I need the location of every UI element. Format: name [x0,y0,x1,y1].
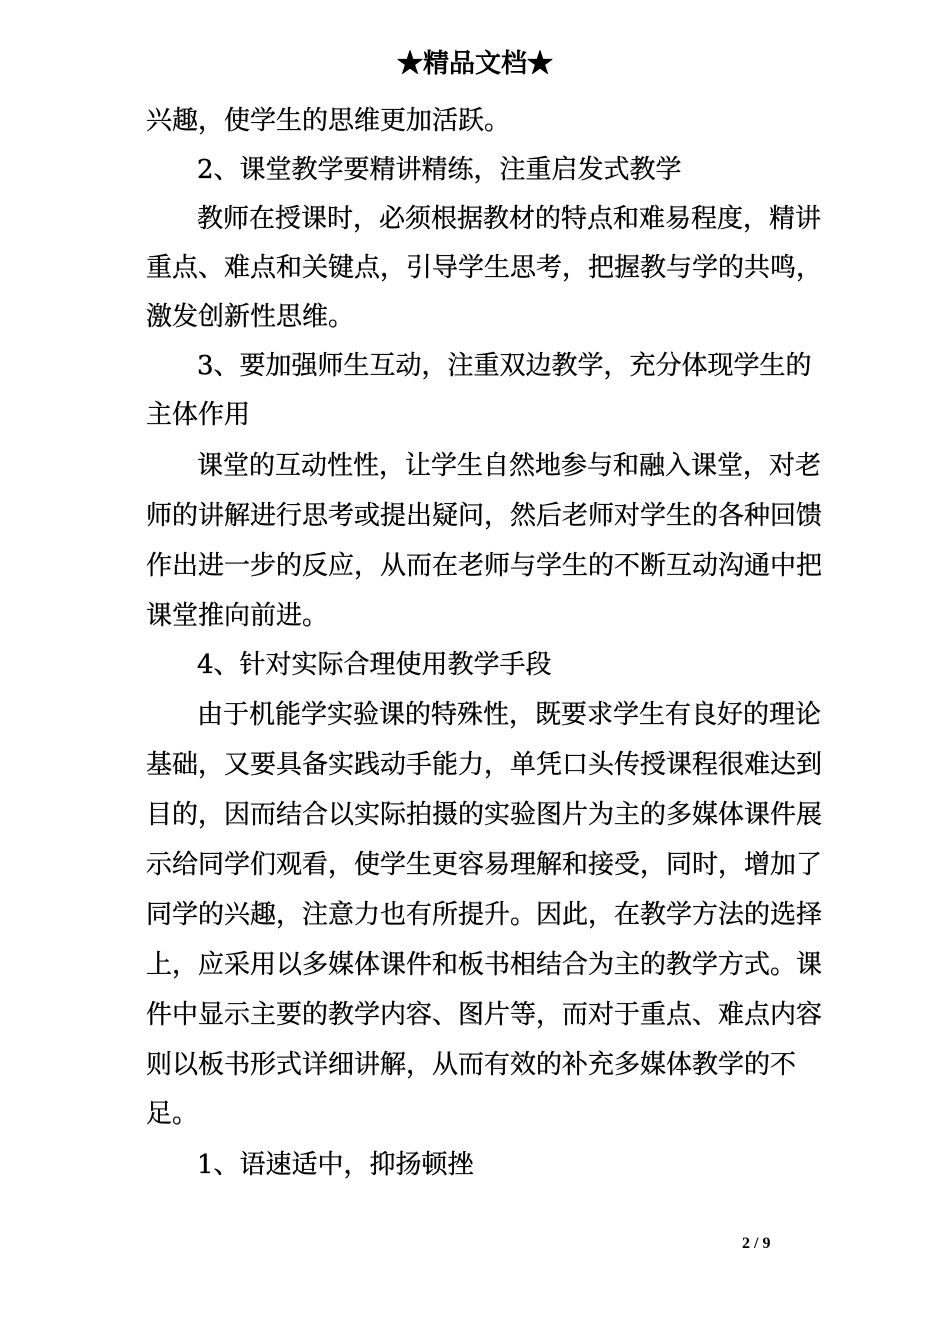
body-line: 足。 [146,1099,199,1129]
page-header-title: ★精品文档★ [396,49,553,79]
page-number: 2 / 9 [742,1235,771,1252]
body-line: 目的，因而结合以实际拍摄的实验图片为主的多媒体课件展 [146,800,823,830]
body-line: 则以板书形式详细讲解，从而有效的补充多媒体教学的不 [146,1050,797,1080]
section-heading-3-continued: 主体作用 [146,400,251,430]
body-line: 上，应采用以多媒体课件和板书相结合为主的教学方式。课 [146,950,823,980]
body-line: 兴趣，使学生的思维更加活跃。 [146,106,511,136]
body-line: 重点、难点和关键点，引导学生思考，把握教与学的共鸣， [146,253,823,283]
body-line: 基础，又要具备实践动手能力，单凭口头传授课程很难达到 [146,750,823,780]
body-line: 件中显示主要的教学内容、图片等，而对于重点、难点内容 [146,1000,823,1030]
body-line: 同学的兴趣，注意力也有所提升。因此，在教学方法的选择 [146,900,823,930]
body-line: 激发创新性思维。 [146,302,355,332]
body-line: 教师在授课时，必须根据教材的特点和难易程度，精讲 [197,204,822,234]
body-line: 师的讲解进行思考或提出疑问，然后老师对学生的各种回馈 [146,501,823,531]
body-line: 由于机能学实验课的特殊性，既要求学生有良好的理论 [197,700,822,730]
body-line: 示给同学们观看，使学生更容易理解和接受，同时，增加了 [146,850,823,880]
body-line: 课堂的互动性性，让学生自然地参与和融入课堂，对老 [197,451,822,481]
section-heading-4: 4、针对实际合理使用教学手段 [197,650,552,680]
body-line: 作出进一步的反应，从而在老师与学生的不断互动沟通中把 [146,551,823,581]
section-heading-3: 3、要加强师生互动，注重双边教学，充分体现学生的 [197,351,812,381]
section-heading-2: 2、课堂教学要精讲精练，注重启发式教学 [197,155,682,185]
body-line: 课堂推向前进。 [146,601,329,631]
section-heading-1: 1、语速适中，抑扬顿挫 [197,1150,474,1180]
